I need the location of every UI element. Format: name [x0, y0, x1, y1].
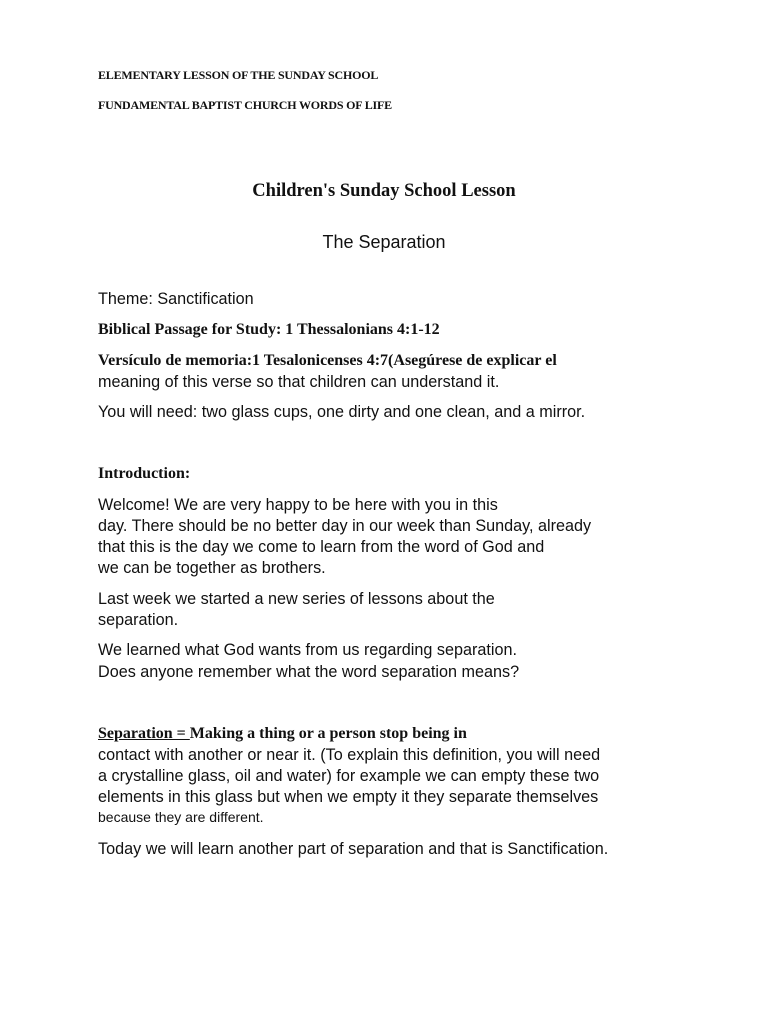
- biblical-passage: Biblical Passage for Study: 1 Thessalonians 4:1-12: [98, 321, 440, 338]
- you-will-need: You will need: two glass cups, one dirty and one clean, and a mirror.: [98, 403, 586, 421]
- lesson-subtitle: The Separation: [322, 232, 446, 252]
- definition-line-1-rest: Making a thing or a person stop being in: [189, 725, 467, 742]
- lesson-title: Children's Sunday School Lesson: [252, 181, 516, 201]
- welcome-line-1: Welcome! We are very happy to be here with you in this: [98, 496, 498, 514]
- memory-verse-line-1: Versículo de memoria:1 Tesalonicenses 4:7(Asegúrese de explicar el: [98, 352, 557, 369]
- definition-line-3: a crystalline glass, oil and water) for example we can empty these two: [98, 767, 600, 785]
- definition-line-4: elements in this glass but when we empty it they separate themselves: [98, 788, 599, 806]
- definition-line-1: [98, 725, 467, 743]
- learned-line-1: We learned what God wants from us regarding separation.: [98, 641, 518, 659]
- definition-term: Separation =: [98, 725, 190, 742]
- last-week-line-2: separation.: [98, 611, 179, 629]
- header-line-1: ELEMENTARY LESSON OF THE SUNDAY SCHOOL: [98, 68, 379, 82]
- definition-line-5: because they are different.: [98, 809, 264, 825]
- last-week-line-1: Last week we started a new series of lessons about the: [98, 590, 495, 608]
- definition-line-2: contact with another or near it. (To explain this definition, you will need: [98, 746, 601, 764]
- theme-line: Theme: Sanctification: [98, 290, 254, 308]
- welcome-line-3: that this is the day we come to learn from the word of God and: [98, 538, 545, 556]
- learned-line-2: Does anyone remember what the word separation means?: [98, 663, 520, 681]
- welcome-line-2: day. There should be no better day in our week than Sunday, already: [98, 517, 592, 535]
- today-line: Today we will learn another part of separation and that is Sanctification.: [98, 840, 609, 858]
- header-line-2: FUNDAMENTAL BAPTIST CHURCH WORDS OF LIFE: [98, 98, 392, 112]
- introduction-heading: Introduction:: [98, 465, 191, 482]
- welcome-line-4: we can be together as brothers.: [98, 559, 326, 577]
- memory-verse-line-2: meaning of this verse so that children can understand it.: [98, 373, 500, 391]
